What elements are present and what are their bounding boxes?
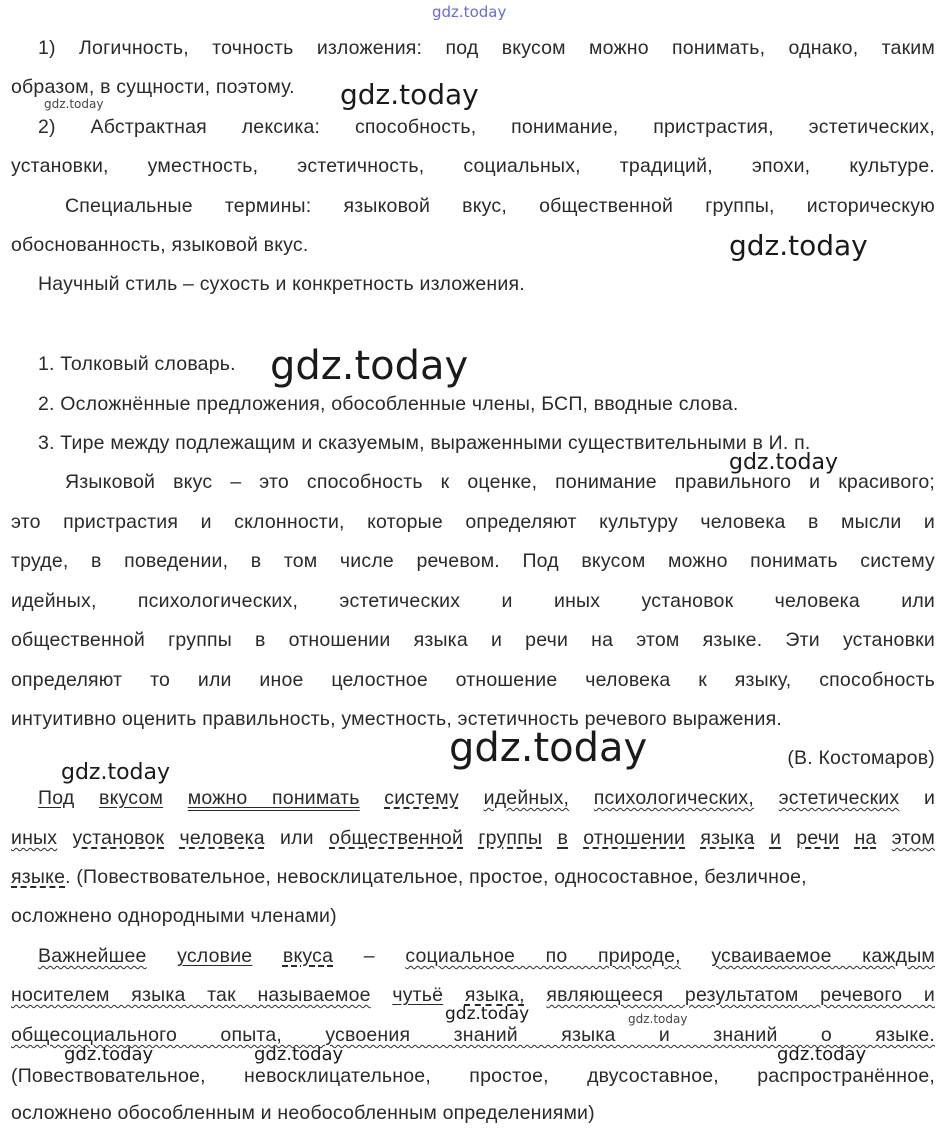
list-item: 2. Осложнённые предложения, обособленные члены, БСП, вводные слова. — [38, 393, 739, 415]
word: чутьё — [392, 984, 444, 1006]
word: человека — [179, 827, 265, 849]
word: группы — [478, 827, 543, 849]
word: являющееся результатом речевого и — [546, 984, 935, 1006]
analysis-tail: . (Повествовательное, невосклицательное, простое, односоставное, безличное, — [65, 866, 807, 888]
text-line: Языковой вкус – это способность к оценке, понимание правильного и красивого; — [65, 471, 935, 493]
word: носителем языка так называемое — [11, 984, 371, 1006]
word: усваиваемое каждым — [711, 945, 936, 967]
analysis-line: (Повествовательное, невосклицательное, простое, двусоставное, распространённое, — [11, 1065, 935, 1087]
word: систему — [384, 787, 459, 809]
analysis-line: осложнено обособленным и необособленным определениями) — [11, 1102, 595, 1124]
paragraph-line: 2) Абстрактная лексика: способность, понимание, пристрастия, эстетических, — [38, 116, 935, 138]
word: иных — [11, 827, 58, 849]
word: идейных, — [483, 787, 570, 809]
watermark: gdz.today — [254, 1044, 344, 1065]
text-line: идейных, психологических, эстетических и иных установок человека или — [11, 590, 935, 612]
text-line: общественной группы в отношении языка и речи на этом языке. Эти установки — [11, 629, 935, 651]
watermark: gdz.today — [270, 343, 469, 389]
word: и — [769, 827, 782, 849]
text-line: труде, в поведении, в том числе речевом. Под вкусом можно понимать систему — [11, 550, 935, 572]
text-line: определяют то или иное целостное отношение человека к языку, способность — [11, 669, 935, 691]
paragraph-line: Научный стиль – сухость и конкретность изложения. — [38, 273, 525, 295]
analysis-line — [38, 786, 935, 810]
list-item: 1. Толковый словарь. — [38, 353, 236, 375]
watermark-small: gdz.today — [44, 97, 104, 111]
word: социальное по природе, — [405, 945, 681, 967]
text-line: это пристрастия и склонности, которые определяют культуру человека в мысли и — [11, 511, 935, 533]
paragraph-line: образом, в сущности, поэтому. — [11, 76, 295, 98]
word: условие — [177, 945, 253, 967]
watermark: gdz.today — [445, 1004, 530, 1024]
list-item: 3. Тире между подлежащим и сказуемым, выраженными существительными в И. п. — [38, 432, 811, 454]
paragraph-line: обоснованность, языковой вкус. — [11, 234, 309, 256]
watermark: gdz.today — [729, 229, 868, 262]
word: или — [280, 827, 314, 849]
word: и — [923, 787, 936, 809]
word: общественной — [329, 827, 464, 849]
word: языке — [11, 866, 66, 888]
word: Под — [38, 787, 75, 809]
paragraph-line: установки, уместность, эстетичность, социальных, традиций, эпохи, культуре. — [11, 155, 935, 177]
word: эстетических — [778, 787, 900, 809]
analysis-line: осложнено однородными членами) — [11, 905, 337, 927]
text-author: (В. Костомаров) — [787, 747, 935, 769]
watermark: gdz.today — [729, 450, 839, 475]
watermark: gdz.today — [64, 1044, 154, 1065]
watermark: gdz.today — [61, 760, 171, 785]
watermark: gdz.today — [340, 78, 479, 111]
word: Важнейшее — [38, 945, 147, 967]
paragraph-line: 1) Логичность, точность изложения: под вкусом можно понимать, однако, таким — [38, 37, 935, 59]
word: – — [363, 945, 375, 967]
word: речи — [796, 827, 840, 849]
analysis-line — [11, 865, 935, 889]
word: вкусом — [99, 787, 164, 809]
word: на — [854, 827, 877, 849]
word: языка, — [464, 984, 525, 1006]
word: можно понимать — [187, 787, 360, 809]
analysis-line — [38, 944, 935, 968]
word: вкуса — [282, 945, 334, 967]
word: языка — [700, 827, 755, 849]
watermark: gdz.today — [777, 1044, 867, 1065]
word: установок — [72, 827, 165, 849]
word: этом — [891, 827, 936, 849]
word: психологических, — [593, 787, 754, 809]
watermark-top: gdz.today — [432, 3, 507, 21]
watermark: gdz.today — [449, 725, 648, 771]
paragraph-line: Специальные термины: языковой вкус, общественной группы, историческую — [65, 195, 935, 217]
word: в — [557, 827, 568, 849]
watermark-small: gdz.today — [628, 1012, 688, 1026]
word: общесоциального опыта, усвоения знаний языка и знаний о языке. — [11, 1024, 935, 1046]
analysis-line — [11, 826, 935, 850]
text-line: интуитивно оценить правильность, уместность, эстетичность речевого выражения. — [11, 708, 782, 730]
word: отношении — [583, 827, 686, 849]
